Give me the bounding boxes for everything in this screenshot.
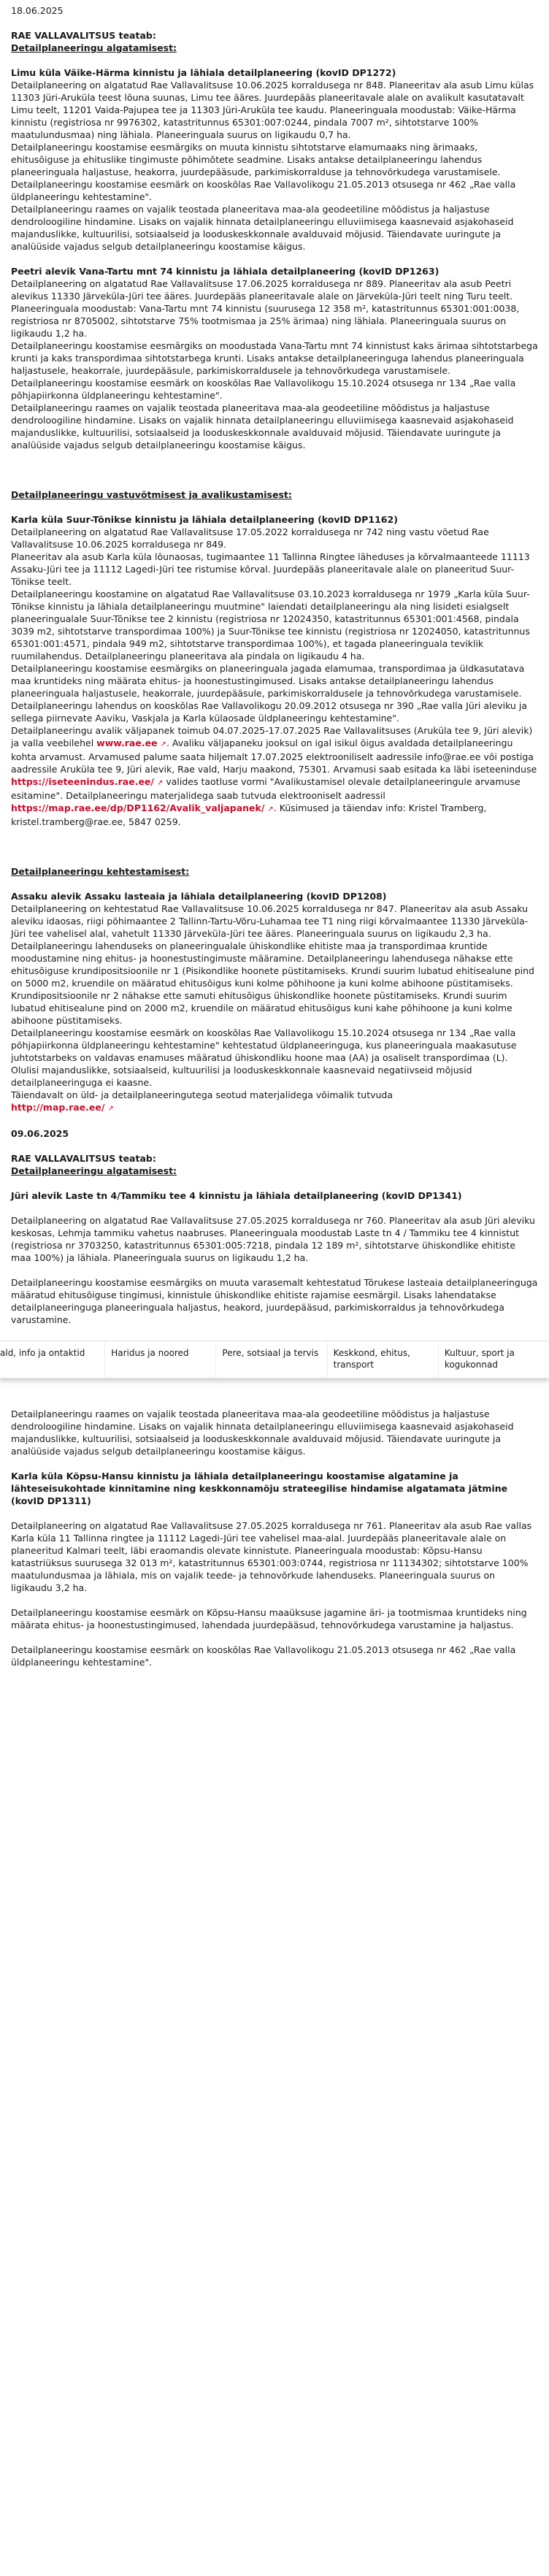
plan-paragraph: Detailplaneeringu koostamise eesmärk on kooskõlas Rae Vallavolikogu 15.10.2024 otsusega nr 134 „Rae valla põhjapiirkonna üldplaneeringu kehtestamine" kehtestatud üldplaneeringuga, kus planeeringuala maakasutuse juhtotstarbeks on valdavas enamuses määratud ühiskondliku hoone maa (AA) ja osaliselt transpordimaa (L). [11, 1027, 517, 1063]
plan-paragraph-public-display [11, 724, 538, 828]
plan-paragraph: Detailplaneeringu raames on vajalik teostada planeeritava maa-ala geodeetiline mõõdistus ja haljastuse dendroloogiline hindamine. Lisaks on vajalik hinnata detailplaneeringu elluviimisega kaasnevaid asjakohaseid majanduslikke, kultuurilisi, sotsiaalseid ja looduskeskkonnale avalduvaid mõjusid. Täiendavate uuringute ja analüüside vajadus selgub detailplaneeringu koostamise käigus. [11, 402, 514, 451]
plan-title: Limu küla Väike-Härma kinnistu ja lähiala detailplaneering (kovID DP1272) [11, 67, 396, 78]
tab-education-youth[interactable]: Haridus ja noored [104, 1341, 215, 1378]
issuer-heading: RAE VALLAVALITSUS teatab: [11, 1153, 156, 1164]
tab-family-social-health[interactable]: Pere, sotsiaal ja tervis [215, 1341, 326, 1378]
plan-paragraph: Detailplaneeringu koostamise eesmärgiks on muuta varasemalt kehtestatud Tõrukese lasteaia detailplaneeringuga määratud ehitusõiguse tingimusi, kinnistule ühiskondlike ehitiste rajamise eesmärgil. Lisaks lahendatakse detailplaneeringuga planeeringuala haljastus, heakord, juurdepääsud, parkimiskorraldus ja tehnovõrkudega varustamine. [11, 1277, 538, 1325]
plan-paragraph: Detailplaneeringu koostamise eesmärgiks on moodustada Vana-Tartu mnt 74 kinnistust kaks ärimaa sihtotstarbega krunti ja kaks transpordimaa sihtotstarbega krunti. Lisaks antakse detailplaneeringuga lahendus planeeringuala haljastusele, heakorrale, juurdepääsule, parkimiskorraldusele ja tehnovõrkudega varustamisele. [11, 340, 538, 376]
external-link-icon: ↗ [156, 779, 164, 787]
plan-paragraph: Planeeritav ala asub Karla küla lõunaosas, tugimaantee 11 Tallinna Ringtee läheduses ja kõrvalmaanteede 11113 Assaku-Jüri tee ja 11112 Lagedi-Jüri tee ristumise kõrval. Juurdepääs planeeritavale alale on planeeritud Suur-Tõnikse teelt. [11, 551, 530, 587]
text-fragment: valides taotluse vormi "Avalikustamisel olevale detailplaneeringule arvamuse esitamine". Detailplaneeringu materjalidega saab tutvuda elektrooniselt aadressil [11, 776, 521, 801]
plan-title: Peetri alevik Vana-Tartu mnt 74 kinnistu ja lähiala detailplaneering (kovID DP1263) [11, 266, 439, 277]
issuer-heading: RAE VALLAVALITSUS teatab: [11, 30, 156, 41]
plan-paragraph: Detailplaneeringu koostamise eesmärk on Kõpsu-Hansu maaüksuse jagamine äri- ja tootmismaa kruntideks ning määrata ehitus- ja hoonestustingimused, lahendada juurdepääsud, tehnovõrkudega varustamine ja haljastus. [11, 1607, 527, 1630]
section-heading-enactment: Detailplaneeringu kehtestamisest: [11, 866, 190, 877]
text-fragment: Täiendavalt on üld- ja detailplaneeringutega seotud materjalidega võimalik tutvuda [11, 1089, 393, 1100]
plan-paragraph: Detailplaneeringu koostamise eesmärk on kooskõlas Rae Vallavolikogu 21.05.2013 otsusega nr 462 „Rae valla üldplaneeringu kehtestamine". [11, 179, 516, 202]
section-heading-initiation: Detailplaneeringu algatamisest: [11, 42, 177, 53]
plan-paragraph [11, 1089, 538, 1115]
tab-culture-sport-community[interactable]: Kultuur, sport ja kogukonnad [438, 1341, 549, 1378]
plan-paragraph: Detailplaneering on algatatud Rae Vallavalitsuse 27.05.2025 korraldusega nr 761. Planeeritav ala asub Rae vallas Karla küla 11 Tallinna ringtee ja 11112 Lagedi-Jüri tee vahelisel maa-alal. Juurdepääs planeeritavale alale on planeeritud Kalmari teelt, läbi eraomandis olevate kinnistute. Planeeringuala moodustab: Kõpsu-Hansu katastriüksus suurusega 32 013 m², katastritunnus 65301:003:0744, registriosa nr 11134302; sihtotstarve 100% maatulundusmaa ja lähiala, mis on vajalik teede- ja tehnovõrkude lahenduseks. Planeeringuala suurus on ligikaudu 3,2 ha. [11, 1520, 532, 1593]
plan-paragraph: Detailplaneeringu lahenduseks on planeeringualale ühiskondlike ehitiste maa ja transpordimaa kruntide moodustamine ning ehitus- ja hoonestustingimuste määramine. Detailplaneeringu lahendusega nähakse ette ehitusõiguse krundipositsioonile nr 1 (Pisikondlike hoonete püstitamiseks. Krundi suurim lubatud ehitisealune pind on 5000 m2, kruendile on määratud ehitusõigus kuni kolme põhihoone ja kuni kolme abihoone püstitamiseks. Krundipositsioonile nr 2 nähakse ette samuti ehitusõigus ühiskondlike hoonete püstitamiseks. Krundi suurim lubatud ehitisealune pind on 2000 m2, kruendile on määratud ehitusõigus kuni kahe põhihoone ja kuni kolme abihoone püstitamiseks. [11, 940, 534, 1026]
plan-paragraph: Detailplaneeringu koostamise eesmärk on kooskõlas Rae Vallavolikogu 15.10.2024 otsusega nr 134 „Rae valla põhjapiirkonna üldplaneeringu kehtestamine". [11, 377, 516, 401]
tab-environment-construction-transport[interactable]: Keskkond, ehitus, transport [327, 1341, 438, 1378]
plan-paragraph: Detailplaneering on algatatud Rae Vallavalitsuse 27.05.2025 korraldusega nr 760. Planeeritav ala asub Jüri aleviku keskosas, Lehmja tammiku vahetus naabruses. Planeeringuala moodustab Laste tn 4 / Tammiku tee 4 kinnistut (registriosa nr 3703250, katastritunnus 65301:005:7218, pindala 12 189 m², sihtotstarve ühiskondlike ehitiste maa 100%) ja lähiala. Planeeringuala suurus on ligikaudu 1,2 ha. [11, 1215, 535, 1263]
plan-paragraph: Detailplaneeringu raames on vajalik teostada planeeritava maa-ala geodeetiline mõõdistus ja haljastuse dendroloogiline hindamine. Lisaks on vajalik hinnata detailplaneeringu elluviimisega kaasnevaid asjakohaseid majanduslikke, kultuurilisi, sotsiaalseid ja looduskeskkonnale avalduvaid mõjusid. Täiendavate uuringute ja analüüside vajadus selgub detailplaneeringu koostamise käigus. [11, 204, 514, 252]
plan-title: Assaku alevik Assaku lasteaia ja lähiala detailplaneering (kovID DP1208) [11, 891, 387, 902]
external-link-icon: ↗ [267, 805, 274, 813]
text-fragment: . Avaliku väljapaneku jooksul on igal isikul õigus avaldada detailplaneeringu kohta arvamust. Arvamused palume saata hiljemalt 17.07.2025 elektrooniliselt aadressile info@rae.ee või postiga aadressile Aruküla tee 9, Jüri alevik, Rae vald, Harju maakond, 75301. Arvamusi saab esitada ka läbi iseteeninduse [11, 737, 537, 775]
notice-date: 09.06.2025 [11, 1128, 69, 1139]
external-link-icon: ↗ [107, 1105, 114, 1113]
plan-paragraph: Detailplaneering on algatatud Rae Vallavalitsuse 10.06.2025 korraldusega nr 848. Planeeritav ala asub Limu külas 11303 Jüri-Aruküla teest lõuna suunas, Limu tee ääres. Juurdepääs planeeritavale alale on avalikult kasutatavalt Limu teelt, 11201 Vaida-Pajupea tee ja 11303 Jüri-Aruküla tee kaudu. Planeeringuala moodustab: Väike-Härma kinnistu (registriosa nr 9976302, katastritunnus 65301:007:0244, pindala 7007 m², sihtotstarve 100% maatulundusmaa) ning lähiala. Planeeringuala suurus on ligikaudu 0,7 ha. [11, 80, 534, 140]
section-heading-initiation: Detailplaneeringu algatamisest: [11, 1165, 177, 1176]
tab-info-contacts[interactable]: ald, info ja ontaktid [0, 1348, 85, 1358]
text-fragment: Detailplaneeringu avalik väljapanek toimub 04.07.2025-17.07.2025 Rae Vallavalitsuses (Aruküla tee 9, Jüri alevik) ja valla veebilehel [11, 725, 533, 748]
plan-title: Jüri alevik Laste tn 4/Tammiku tee 4 kinnistu ja lähiala detailplaneering (kovID DP1341) [11, 1190, 462, 1201]
plan-paragraph: Detailplaneeringu raames on vajalik teostada planeeritava maa-ala geodeetiline mõõdistus ja haljastuse dendroloogiline hindamine. Lisaks on vajalik hinnata detailplaneeringu elluviimisega kaasnevaid asjakohaseid majanduslikke, kultuurilisi, sotsiaalseid ja looduskeskkonnale avalduvaid mõjusid. Täiendavate uuringute ja analüüside vajadus selgub detailplaneeringu koostamise käigus. [11, 1408, 514, 1457]
plan-paragraph: Detailplaneeringu koostamine on algatatud Rae Vallavalitsuse 03.10.2023 korraldusega nr 1979 „Karla küla Suur-Tõnikse kinnistu ja lähiala detailplaneeringu muutmine" laiendati detailplaneeringu ala ning lisideti esialgselt planeeringualale Suur-Tõnikse tee 2 kinnistu (registriosa nr 12024350, katastritunnus 65301:001:4568, pindala 3039 m2, sihtotstarve transpordimaa 100%) ja Suur-Tõnikse tee kinnistu (registriosa nr 12024050, katastritunnus 65301:001:4571, pindala 949 m2, sihtotstarve transpordimaa 100%), et tagada planeeringuala teviklik ruumilahendus. Detailplaneeringu planeeritava ala pindala on ligikaudu 4 ha. [11, 589, 530, 662]
section-heading-adoption: Detailplaneeringu vastuvõtmisest ja avalikustamisest: [11, 489, 292, 500]
plan-title: Karla küla Suur-Tõnikse kinnistu ja lähiala detailplaneering (kovID DP1162) [11, 514, 398, 525]
category-tab-bar [0, 1341, 549, 1379]
plan-paragraph: Olulisi majanduslikke, sotsiaalseid, kultuurilisi ja looduskeskkonnale kaasnevaid negatiivseid mõjusid detailplaneeringuga ei kaasne. [11, 1065, 472, 1088]
plan-paragraph: Detailplaneeringu koostamise eesmärgiks on muuta kinnistu sihtotstarve elamumaaks ning ärimaaks, ehitusõiguse ja ehituslike tingimuste põhimõtete seadmine. Lisaks antakse detailplaneeringu lahendus planeeringuala haljastuse, heakorra, juurdepääsude, parkimiskorralduse ja tehnovõrkudega varustamisele. [11, 142, 501, 177]
rae-website-link[interactable]: www.rae.ee [96, 737, 158, 748]
iseteenindus-link[interactable]: https://iseteenindus.rae.ee/ [11, 776, 154, 787]
plan-paragraph: Detailplaneeringu lahendus on kooskõlas Rae Vallavolikogu 20.09.2012 otsusega nr 390 „Rae valla Jüri aleviku ja sellega piirnevate Aaviku, Vaskjala ja Karla külaosade üldplaneeringu kehtestamine". [11, 700, 527, 724]
map-link[interactable]: http://map.rae.ee/ [11, 1102, 105, 1113]
plan-paragraph: Detailplaneeringu koostamise eesmärk on kooskõlas Rae Vallavolikogu 21.05.2013 otsusega nr 462 „Rae valla üldplaneeringu kehtestamine". [11, 1644, 516, 1668]
text-fragment: . Küsimused ja täiendav info: Kristel Tramberg, kristel.tramberg@rae.ee, 5847 0259. [11, 802, 487, 827]
external-link-icon: ↗ [160, 740, 166, 748]
plan-paragraph: Detailplaneering on kehtestatud Rae Vallavalitsuse 10.06.2025 korraldusega nr 847. Planeeritav ala asub Assaku aleviku idaosas, riigi põhimaantee 2 Tallinn-Tartu-Võru-Luhamaa tee T1 ning riigi kõrvalmaantee 11330 Järveküla-Jüri tee vahelisel alal, vahetult 11330 Järveküla-Jüri tee ääres. Planeeringuala suurus on ligikaudu 2,3 ha. [11, 903, 529, 939]
dp1162-materials-link[interactable]: https://map.rae.ee/dp/DP1162/Avalik_valjapanek/ [11, 802, 265, 813]
plan-paragraph: Detailplaneering on algatatud Rae Vallavalitsuse 17.05.2022 korraldusega nr 742 ning vastu võetud Rae Vallavalitsuse 10.06.2025 korraldusega nr 849. [11, 526, 489, 550]
plan-title: Karla küla Kõpsu-Hansu kinnistu ja lähiala detailplaneeringu koostamise algatamine ja lähteseisukohtade kinnitamine ning keskkonnamõju strateegilise hindamise algatamata jätmine (kovID DP1311) [11, 1471, 508, 1506]
notice-date: 18.06.2025 [11, 5, 64, 16]
plan-paragraph: Detailplaneering on algatatud Rae Vallavalitsuse 17.06.2025 korraldusega nr 889. Planeeritav ala asub Peetri alevikus 11330 Järveküla-Jüri tee ääres. Juurdepääs planeeritavale alale on Järveküla-Jüri teelt ning Turu teelt. Planeeringuala moodustab: Vana-Tartu mnt 74 kinnistu (suurusega 12 358 m², katastritunnus 65301:001:0038, registriosa nr 8705002, sihtotstarve 75% tootmismaa ja 25% ärimaa) ning lähiala. Planeeringuala suurus on ligikaudu 1,2 ha. [11, 278, 520, 339]
plan-paragraph: Detailplaneeringu koostamise eesmärgiks on planeeringuala jagada elamumaa, transpordimaa ja üldkasutatava maa kruntideks ning määrata ehitus- ja hoonestustingimused. Lisaks antakse detailplaneeringu lahendus planeeringuala haljastusele, heakorrale, juurdepääsule, parkimiskorraldusele ja tehnovõrkudega varustamisele. [11, 663, 525, 699]
